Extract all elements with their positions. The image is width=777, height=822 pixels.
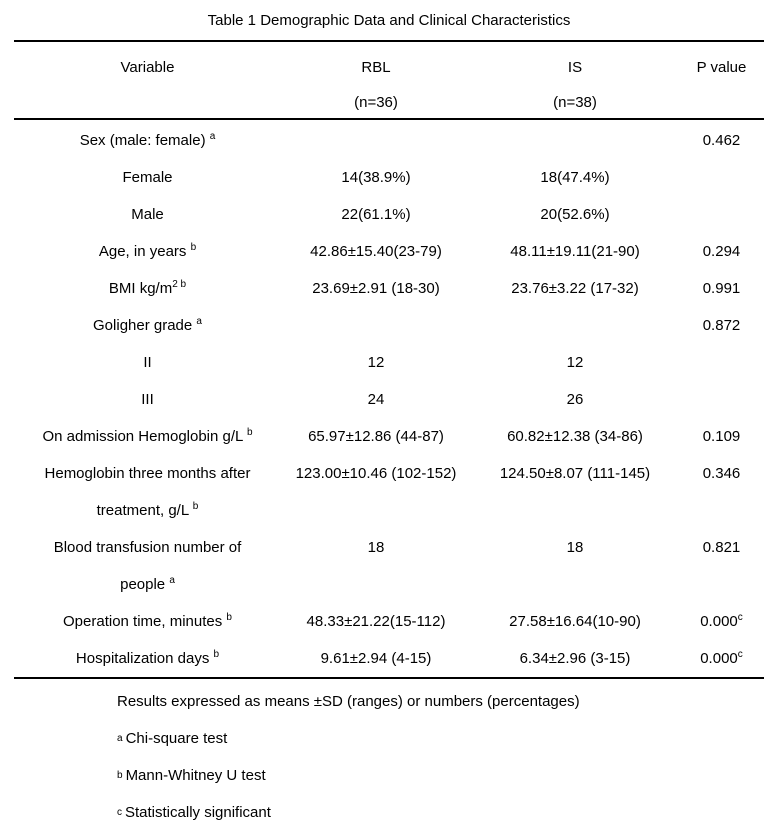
variable-cell: Operation time, minutes $^b$ (63, 612, 232, 630)
header-pvalue: P value (696, 59, 747, 76)
table-title: Table 1 Demographic Data and Clinical Characteristics (207, 11, 571, 29)
is-cell: 20(52.6%) (540, 206, 610, 223)
pvalue-cell: 0.294 (702, 243, 741, 260)
pvalue-cell: 0.821 (702, 539, 741, 556)
header-row (14, 42, 764, 86)
is-cell: 26 (566, 391, 584, 408)
pvalue-cell: 0.109 (702, 428, 741, 445)
footnote-mann-whitney: b Mann-Whitney U test (117, 767, 266, 784)
header-variable: Variable (120, 59, 175, 76)
is-cell: 18(47.4%) (540, 169, 610, 186)
pvalue-cell: 0.462 (702, 132, 741, 149)
table-body (14, 120, 764, 677)
rbl-cell: 14(38.9%) (341, 169, 411, 186)
header-rbl-n: (n=36) (354, 93, 398, 111)
table-row (14, 344, 764, 381)
rbl-cell: 65.97±12.86 (44-87) (308, 428, 444, 445)
table-row (14, 455, 764, 492)
footnote-results: Results expressed as means ±SD (ranges) or numbers (percentages) (117, 693, 580, 710)
variable-cell: Hospitalization days $^b$ (75, 649, 220, 667)
variable-cell: treatment, g/L $^b$ (96, 501, 199, 519)
variable-cell: people $^a$ (120, 575, 175, 593)
is-cell: 23.76±3.22 (17-32) (511, 280, 639, 297)
rbl-cell: 48.33±21.22(15-112) (306, 613, 446, 630)
is-cell: 6.34±2.96 (3-15) (519, 650, 631, 667)
variable-cell: III (141, 391, 154, 408)
rbl-cell: 24 (367, 391, 385, 408)
table-row (14, 640, 764, 677)
rbl-cell: 42.86±15.40(23-79) (310, 243, 442, 260)
variable-cell: Blood transfusion number of (53, 539, 242, 556)
table-row (14, 270, 764, 307)
table-row (14, 381, 764, 418)
rbl-cell: 18 (367, 539, 385, 556)
rbl-cell: 23.69±2.91 (18-30) (312, 280, 440, 297)
variable-cell: On admission Hemoglobin g/L $^b$ (42, 427, 253, 445)
variable-cell: Goligher grade $^a$ (93, 316, 202, 334)
pvalue-cell: 0.000$^c$ (700, 649, 743, 667)
variable-cell: Hemoglobin three months after (44, 465, 251, 482)
table-row (14, 492, 764, 529)
variable-cell: Age, in years $^b$ (98, 242, 197, 260)
variable-cell: Female (122, 169, 173, 186)
is-cell: 48.11±19.11(21-90) (510, 243, 640, 260)
is-cell: 12 (566, 354, 584, 371)
table-row (14, 233, 764, 270)
header-is: IS (567, 59, 583, 76)
header-rbl: RBL (361, 59, 391, 76)
pvalue-cell: 0.000$^c$ (700, 612, 743, 630)
table-row (14, 307, 764, 344)
table-row (14, 196, 764, 233)
header-is-n: (n=38) (553, 93, 597, 111)
table-row (14, 603, 764, 640)
table-row (14, 418, 764, 455)
rbl-cell: 9.61±2.94 (4-15) (320, 650, 432, 667)
table-container (14, 0, 764, 822)
rbl-cell: 12 (367, 354, 385, 371)
bottom-rule (14, 677, 764, 679)
variable-cell: Sex (male: female) $^a$ (79, 131, 216, 149)
table-row (14, 159, 764, 196)
table-row (14, 529, 764, 566)
header-subrow (14, 86, 764, 118)
variable-cell: II (143, 354, 152, 371)
table-row (14, 566, 764, 603)
is-cell: 124.50±8.07 (111-145) (499, 465, 651, 482)
pvalue-cell: 0.346 (702, 465, 741, 482)
footnote-chi-square: a Chi-square test (117, 730, 228, 747)
is-cell: 18 (566, 539, 584, 556)
pvalue-cell: 0.991 (702, 280, 741, 297)
table-footnotes (14, 683, 764, 822)
table-row (14, 122, 764, 159)
variable-cell: Male (131, 206, 164, 223)
footnote-significant: c Statistically significant (117, 804, 271, 821)
rbl-cell: 22(61.1%) (341, 206, 411, 223)
variable-cell: BMI $kg/m^{2 b}$ (108, 279, 187, 297)
rbl-cell: 123.00±10.46 (102-152) (295, 465, 457, 482)
is-cell: 60.82±12.38 (34-86) (507, 428, 643, 445)
is-cell: 27.58±16.64(10-90) (509, 613, 641, 630)
pvalue-cell: 0.872 (702, 317, 741, 334)
